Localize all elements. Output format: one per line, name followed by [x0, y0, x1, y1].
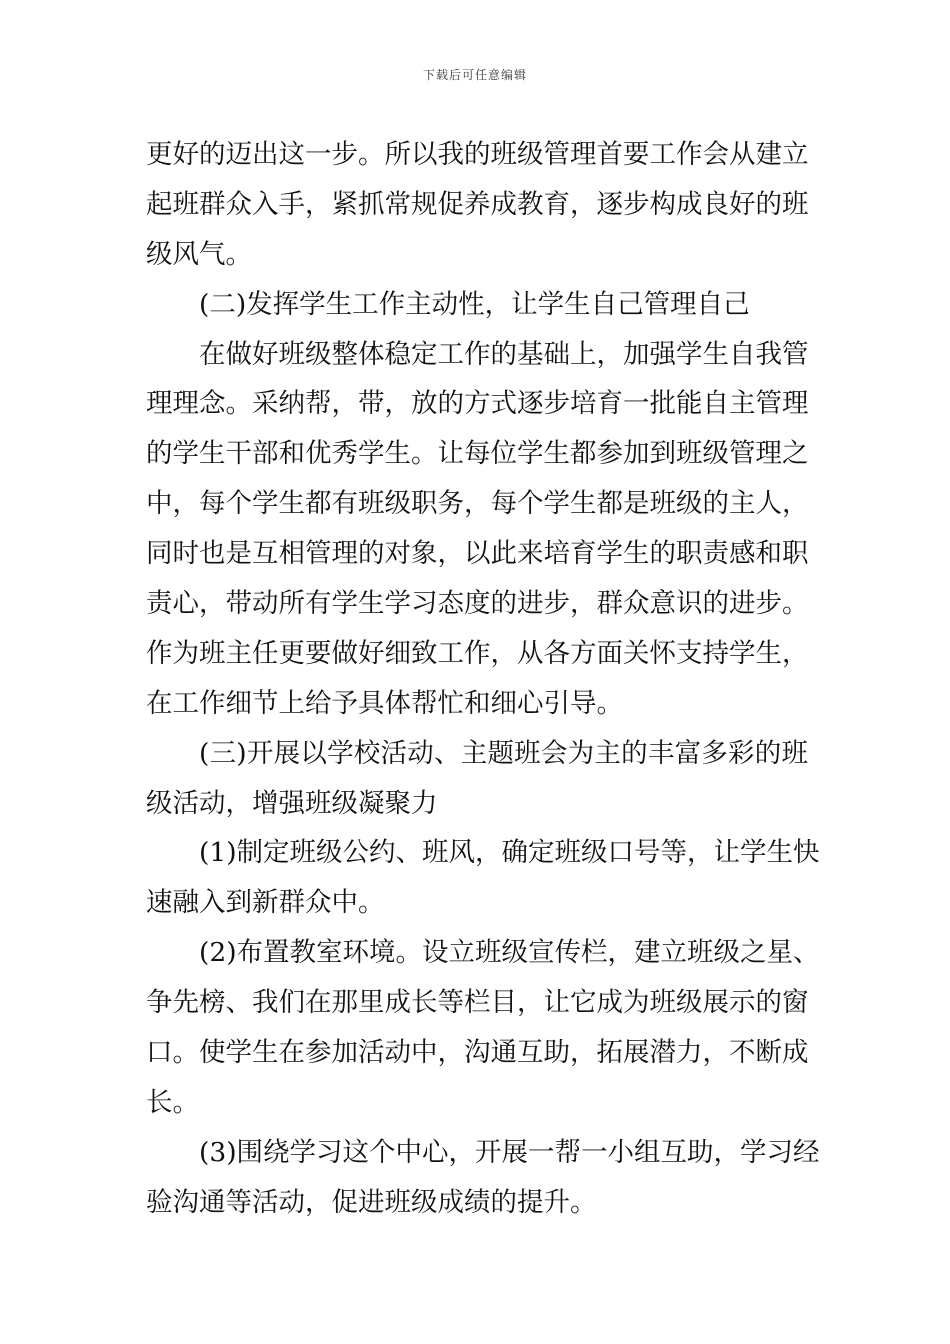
text-line: 级风气。 [146, 238, 252, 270]
text-line: 口。使学生在参加活动中，沟通互助，拓展潜力，不断成 [146, 1037, 809, 1069]
text-line: 同时也是互相管理的对象，以此来培育学生的职责感和职 [146, 538, 809, 570]
text-line: 的学生干部和优秀学生。让每位学生都参加到班级管理之 [146, 438, 809, 470]
header-note: 下载后可任意编辑 [422, 68, 527, 82]
text-line: 更好的迈出这一步。所以我的班级管理首要工作会从建立 [146, 139, 809, 170]
text-line: 起班群众入手，紧抓常规促养成教育，逐步构成良好的班 [146, 188, 809, 220]
text-line: (1)制定班级公约、班风，确定班级口号等，让学生快 [199, 837, 820, 869]
text-line: 速融入到新群众中。 [146, 887, 385, 919]
text-line: 作为班主任更要做好细致工作，从各方面关怀支持学生， [146, 637, 809, 669]
text-line: 理理念。采纳帮，带，放的方式逐步培育一批能自主管理 [146, 388, 809, 420]
body-text [146, 130, 820, 1228]
text-line: 在做好班级整体稳定工作的基础上，加强学生自我管 [199, 338, 809, 370]
text-line: 中，每个学生都有班级职务，每个学生都是班级的主人， [146, 488, 809, 520]
text-line: 责心，带动所有学生学习态度的进步，群众意识的进步。 [146, 588, 809, 620]
text-line: (2)布置教室环境。设立班级宣传栏，建立班级之星、 [199, 937, 820, 969]
text-line: 验沟通等活动，促进班级成绩的提升。 [146, 1186, 597, 1218]
text-line: 级活动，增强班级凝聚力 [146, 787, 438, 819]
text-line: (二)发挥学生工作主动性，让学生自己管理自己 [199, 288, 750, 320]
text-line: (3)围绕学习这个中心，开展一帮一小组互助，学习经 [199, 1136, 820, 1168]
text-line: 争先榜、我们在那里成长等栏目，让它成为班级展示的窗 [146, 987, 809, 1019]
text-line: 长。 [146, 1086, 199, 1118]
text-line: 在工作细节上给予具体帮忙和细心引导。 [146, 687, 623, 719]
text-line: (三)开展以学校活动、主题班会为主的丰富多彩的班 [199, 737, 808, 769]
